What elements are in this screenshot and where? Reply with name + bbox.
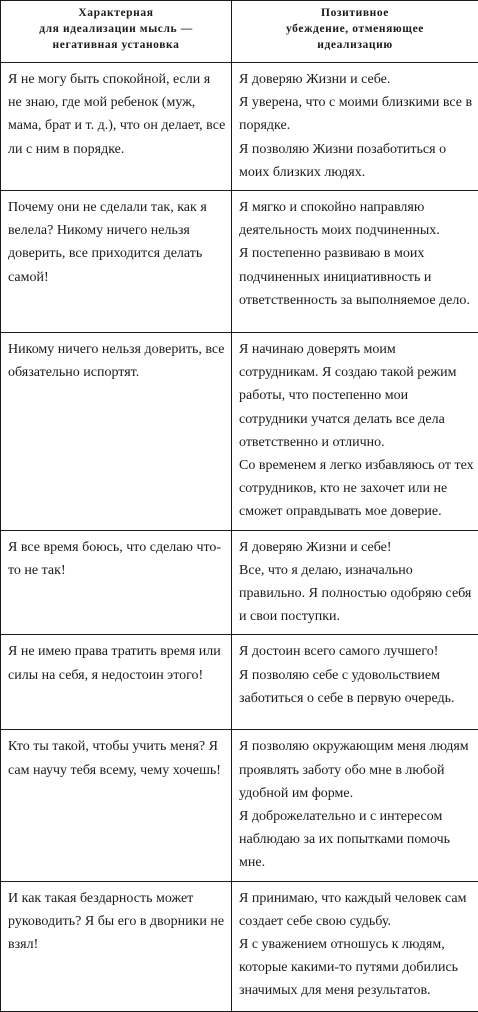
cell-paragraph: Я мягко и спокойно направляю деятельность моих подчиненных.: [239, 196, 474, 242]
cell-paragraph: Я не имею права тратить время или силы на себя, я недостоин этого!: [8, 640, 227, 686]
positive-belief-cell: [232, 881, 478, 1011]
cell-paragraph: Я позволяю себе с удовольствием заботиться о себе в первую очередь.: [239, 664, 474, 710]
positive-belief-cell: [232, 191, 478, 333]
cell-paragraph: Никому ничего нельзя доверить, все обязательно испортят.: [8, 338, 227, 384]
header-text-line: убеждение, отменяющее: [236, 21, 474, 37]
cell-paragraph: Я позволяю окружающим меня людям проявлять заботу обо мне в любой удобной им форме.: [239, 735, 474, 805]
cell-paragraph: Я все время боюсь, что сделаю что-то не так!: [8, 536, 227, 582]
positive-belief-cell: [232, 333, 478, 531]
cell-paragraph: Я доверяю Жизни и себе.: [239, 68, 474, 91]
cell-paragraph: Я не могу быть спокойной, если я не знаю, где мой ребенок (муж, мама, брат и т. д.), что он делает, все ли с ним в порядке.: [8, 68, 227, 161]
positive-belief-cell: [232, 635, 478, 730]
cell-paragraph: Все, что я делаю, изначально правильно. Я полностью одобряю себя и свои поступки.: [239, 559, 474, 629]
header-text-line: Позитивное: [236, 5, 474, 21]
header-text-line: для идеализации мысль —: [5, 21, 227, 37]
negative-thought-cell: [1, 530, 232, 635]
negative-thought-cell: [1, 730, 232, 881]
negative-thought-cell: [1, 63, 232, 191]
cell-paragraph: Кто ты такой, чтобы учить меня? Я сам научу тебя всему, чему хочешь!: [8, 735, 227, 781]
table-row: [1, 530, 478, 635]
negative-thought-cell: [1, 191, 232, 333]
header-text-line: Характерная: [5, 5, 227, 21]
table-row: [1, 635, 478, 730]
positive-belief-cell: [232, 530, 478, 635]
table-row: [1, 191, 478, 333]
cell-paragraph: Я уверена, что с моими близкими все в порядке.: [239, 91, 474, 137]
positive-belief-cell: [232, 730, 478, 881]
negative-thought-cell: [1, 881, 232, 1011]
table-row: [1, 333, 478, 531]
cell-paragraph: Я позволяю Жизни позаботиться о моих близких людях.: [239, 138, 474, 184]
cell-paragraph: Я постепенно развиваю в моих подчиненных инициативность и ответственность за выполняемое дело.: [239, 242, 474, 312]
table-header-row: [1, 1, 478, 63]
cell-paragraph: Почему они не сделали так, как я велела? Никому ничего нельзя доверить, все приходится делать самой!: [8, 196, 227, 289]
table-row: [1, 63, 478, 191]
table-row: [1, 730, 478, 881]
header-positive-belief: [232, 1, 478, 63]
positive-belief-cell: [232, 63, 478, 191]
table-row: [1, 881, 478, 1011]
header-negative-thought: [1, 1, 232, 63]
cell-paragraph: Я доброжелательно и с интересом наблюдаю за их попытками помочь мне.: [239, 805, 474, 875]
cell-paragraph: Я принимаю, что каждый человек сам создает себе свою судьбу.: [239, 887, 474, 933]
cell-paragraph: Я начинаю доверять моим сотрудникам. Я создаю такой режим работы, что постепенно мои сотрудники учатся делать все дела ответственно и отлично.: [239, 338, 474, 454]
cell-paragraph: Я достоин всего самого лучшего!: [239, 640, 474, 663]
negative-thought-cell: [1, 635, 232, 730]
cell-paragraph: Я с уважением отношусь к людям, которые какими-то путями добились значимых для меня результатов.: [239, 933, 474, 1003]
negative-thought-cell: [1, 333, 232, 531]
cell-paragraph: Я доверяю Жизни и себе!: [239, 536, 474, 559]
header-text-line: идеализацию: [236, 37, 474, 53]
cell-paragraph: Со временем я легко избавляюсь от тех сотрудников, кто не захочет или не сможет оправдывать мое доверие.: [239, 454, 474, 524]
cell-paragraph: И как такая бездарность может руководить? Я бы его в дворники не взял!: [8, 887, 227, 957]
header-text-line: негативная установка: [5, 37, 227, 53]
